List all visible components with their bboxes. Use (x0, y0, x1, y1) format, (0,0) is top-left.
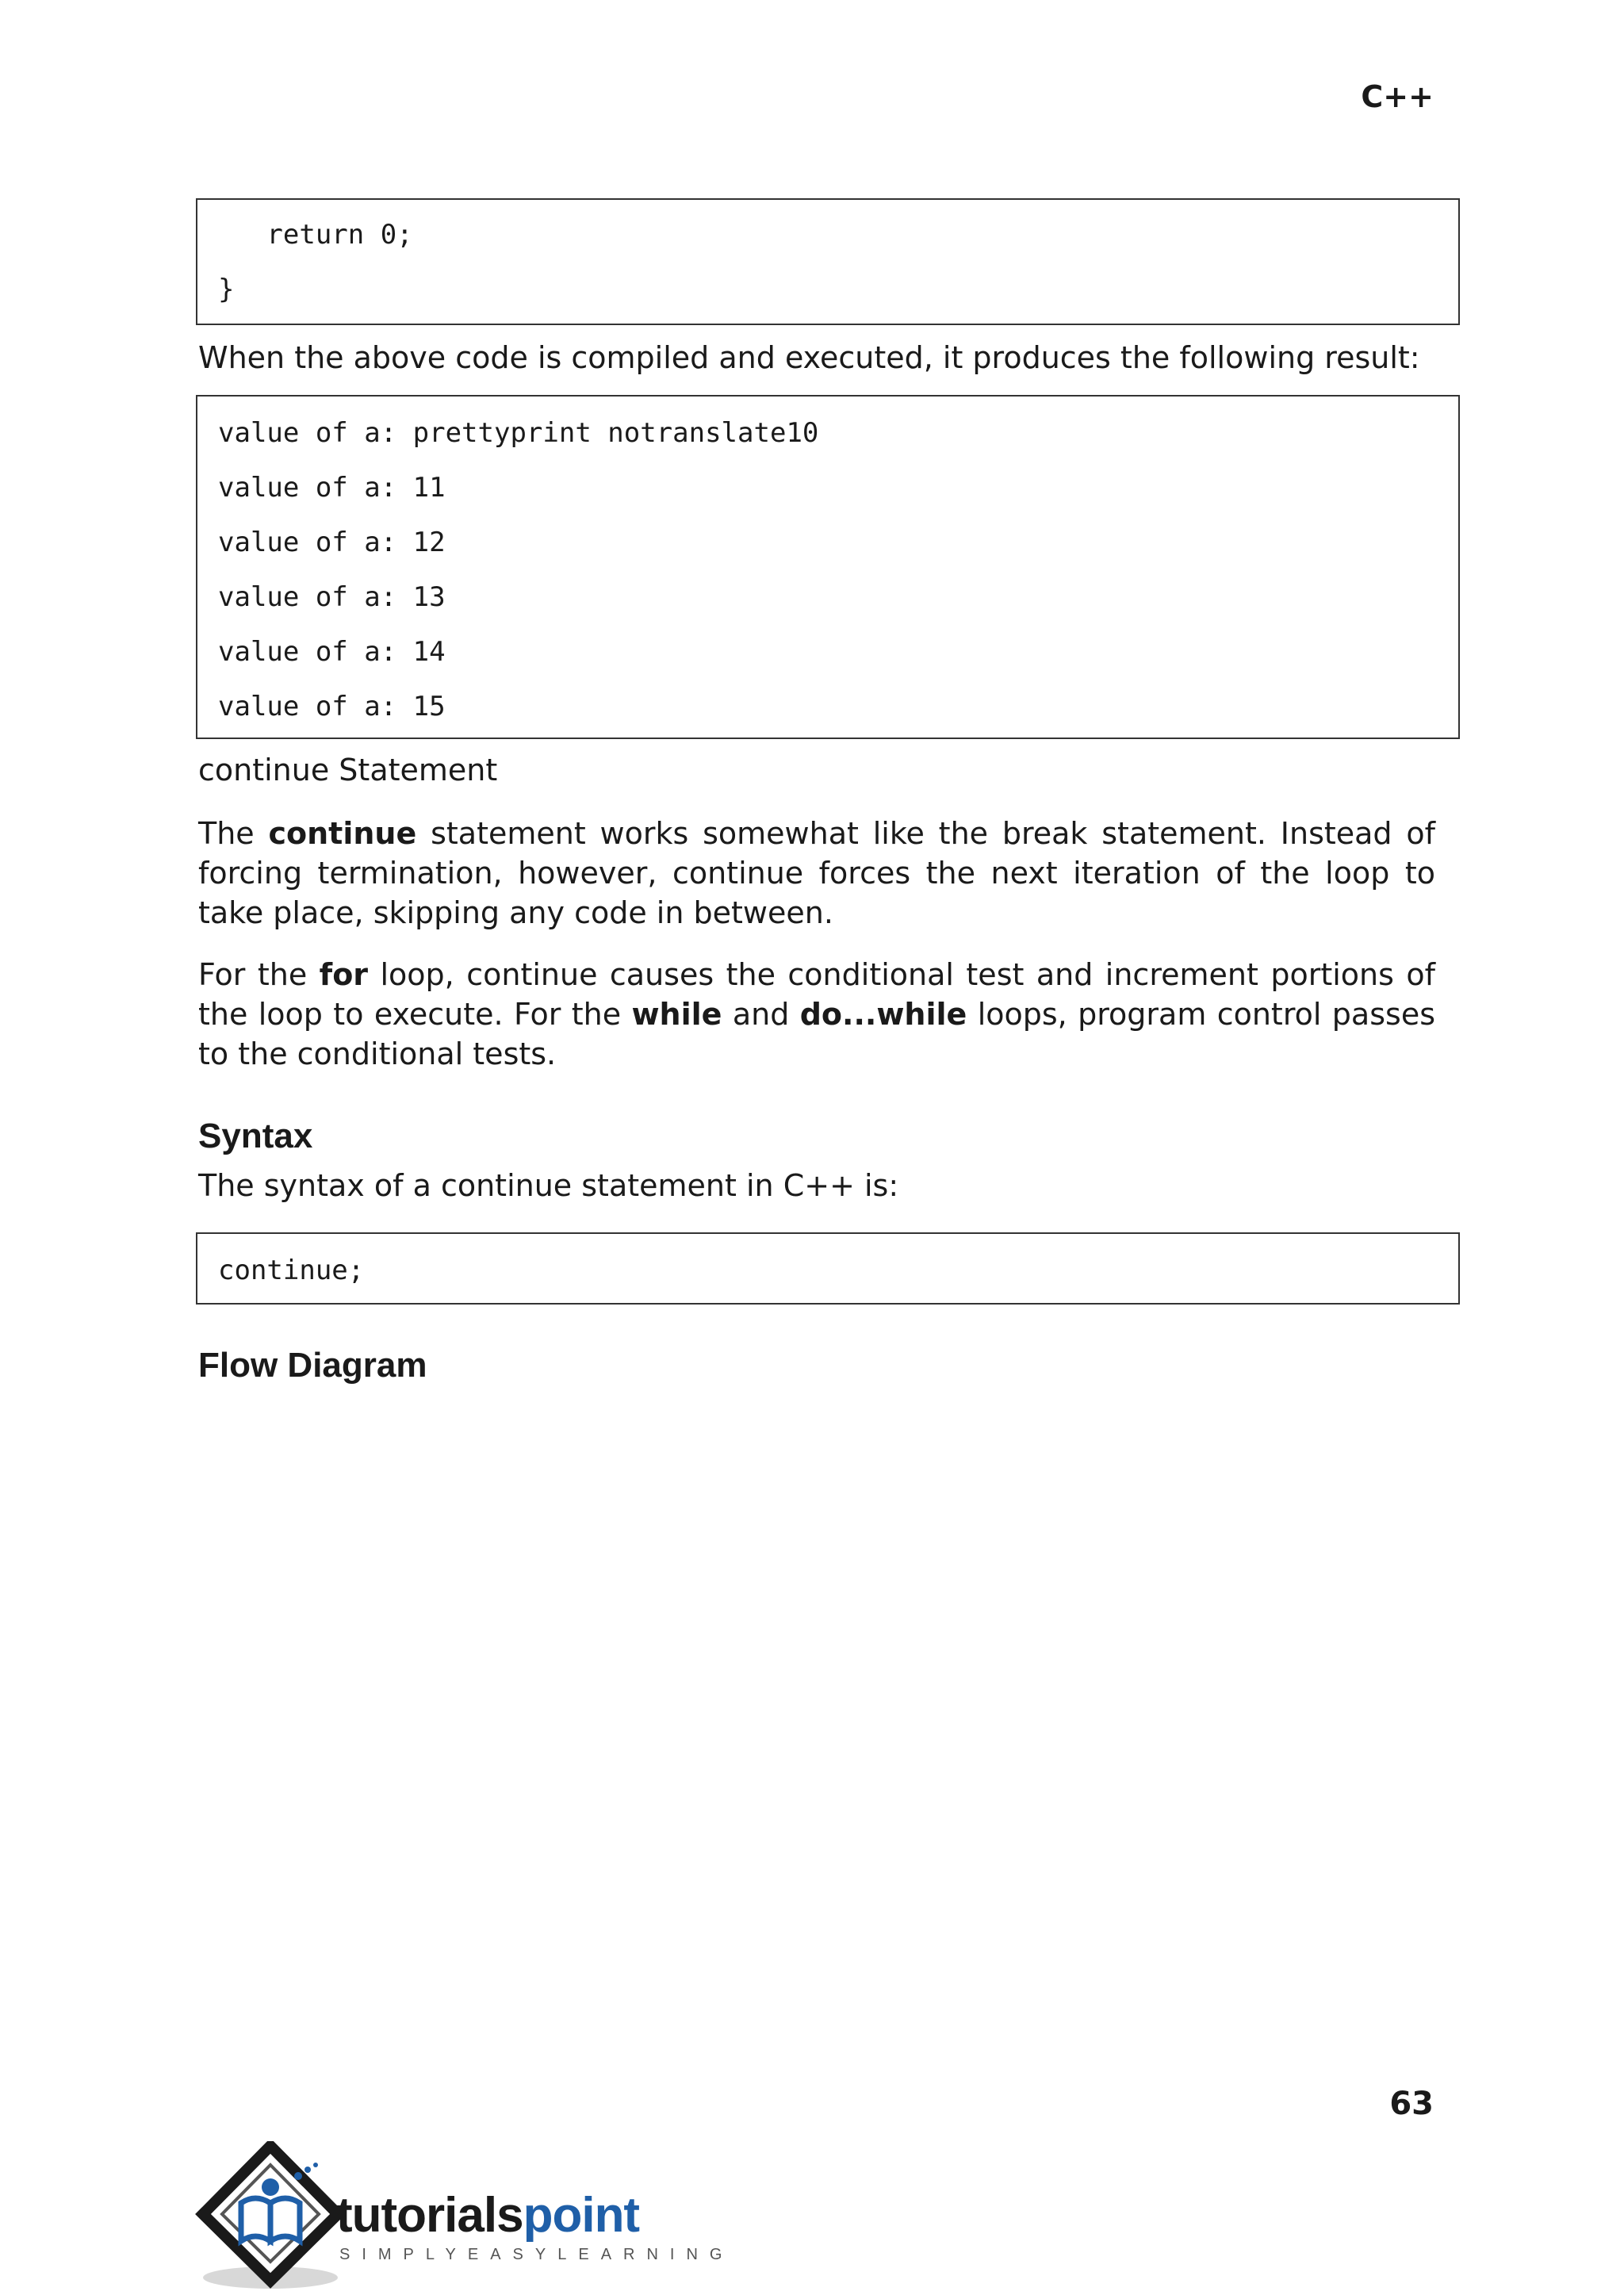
text-run: statement works somewhat like the break statement. Instead of forcing termination, however, continue forces the next iteration of the loop to take place, skipping any code in between. (198, 816, 1435, 930)
logo-word-tutorials: tutorials (336, 2188, 523, 2243)
text-run: For the (198, 957, 320, 992)
loop-behavior-paragraph (198, 955, 1435, 1074)
logo-tagline: SIMPLYEASYLEARNING (339, 2246, 734, 2263)
syntax-intro-text: The syntax of a continue statement in C++ is: (198, 1168, 899, 1203)
page-content (198, 198, 1435, 1387)
output-line: value of a: 14 (218, 636, 446, 668)
code-line: } (218, 274, 235, 305)
text-run: and (722, 997, 800, 1032)
text-run: The (198, 816, 269, 851)
flow-diagram-heading: Flow Diagram (198, 1346, 427, 1385)
tutorialspoint-diamond-book-icon (195, 2141, 354, 2292)
text-run: loop, continue causes the conditional test and increment portions of the loop to execute. For the (198, 957, 1435, 1032)
syntax-code-block (196, 1232, 1460, 1305)
output-line: value of a: 13 (218, 581, 446, 613)
syntax-heading: Syntax (198, 1117, 313, 1155)
running-header-title: C++ (1361, 79, 1434, 114)
tutorialspoint-logo (195, 2141, 734, 2292)
result-intro-text: When the above code is compiled and executed, it produces the following result: (198, 340, 1420, 375)
continue-statement-title: continue Statement (198, 753, 498, 787)
output-block (196, 395, 1460, 739)
keyword-for: for (319, 957, 369, 992)
code-line: return 0; (218, 219, 413, 251)
code-line: continue; (218, 1255, 365, 1286)
page-number: 63 (1389, 2086, 1434, 2122)
continue-description-paragraph (198, 814, 1435, 933)
logo-word-point: point (523, 2188, 640, 2243)
output-line: value of a: 12 (218, 527, 446, 558)
keyword-while: while (631, 997, 722, 1032)
output-line: value of a: 15 (218, 691, 446, 722)
text-run: loops, program control passes to the conditional tests. (198, 997, 1435, 1071)
code-block-return (196, 198, 1460, 325)
output-line: value of a: 11 (218, 472, 446, 504)
keyword-continue: continue (268, 816, 417, 851)
keyword-do-while: do...while (799, 997, 967, 1032)
output-line: value of a: prettyprint notranslate10 (218, 417, 819, 449)
logo-wordmark (336, 2187, 639, 2243)
